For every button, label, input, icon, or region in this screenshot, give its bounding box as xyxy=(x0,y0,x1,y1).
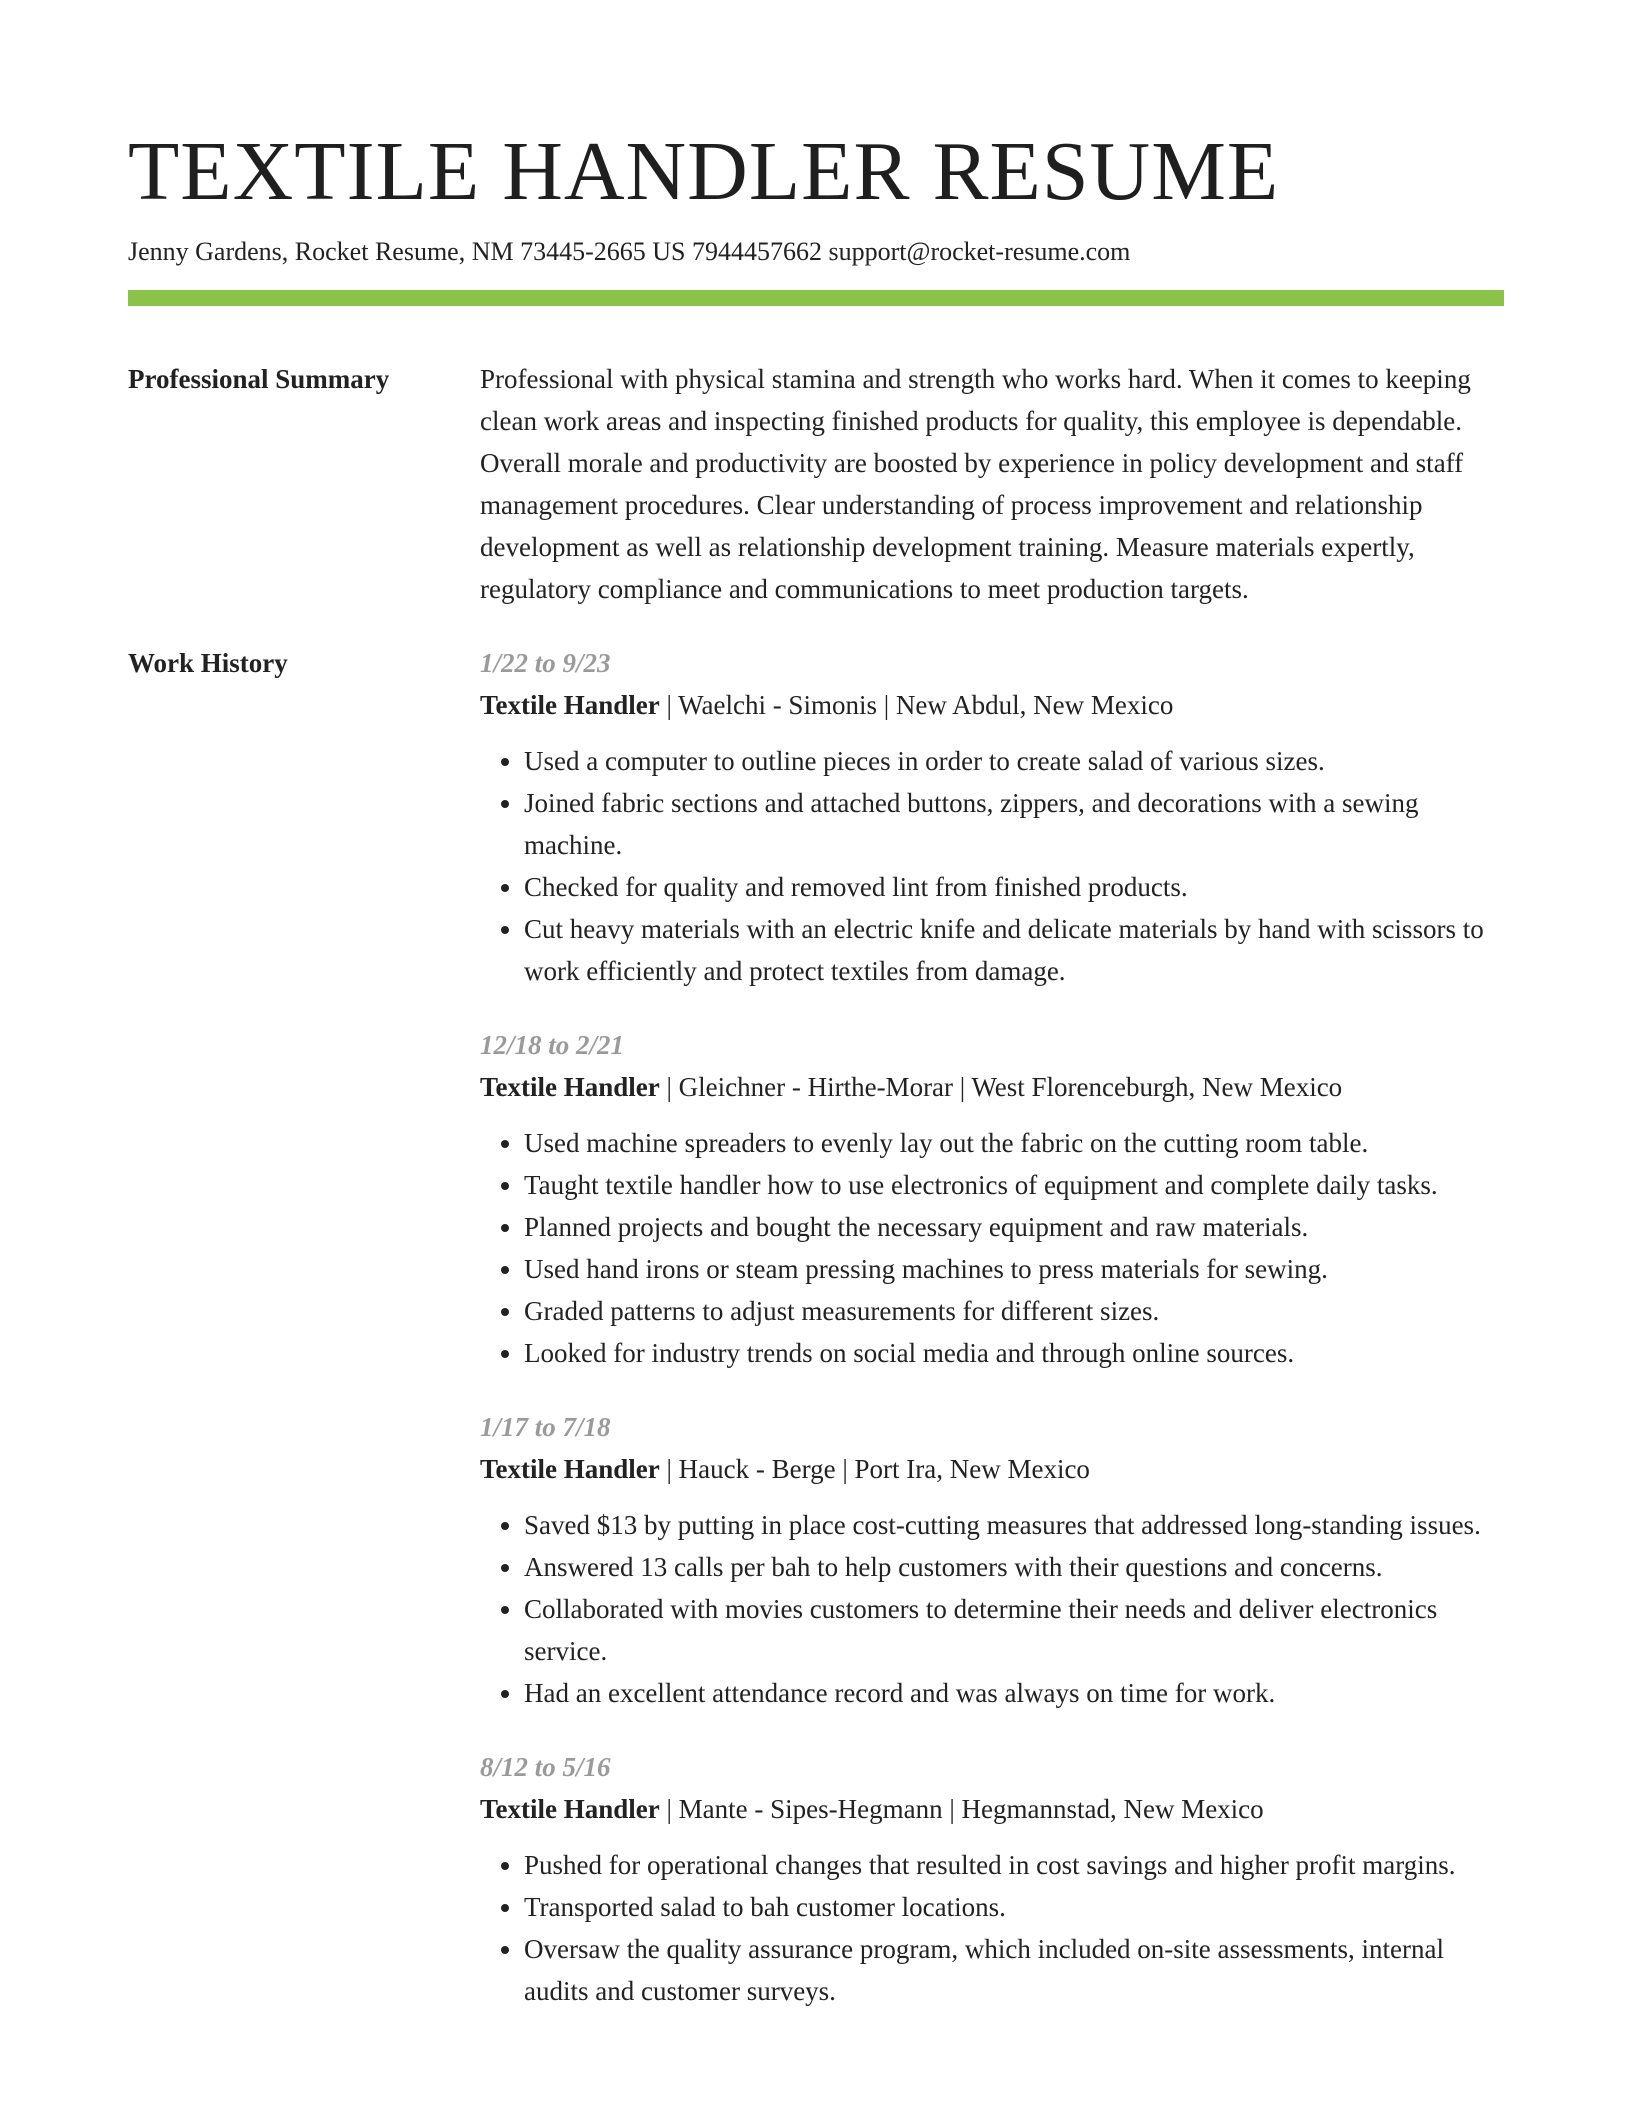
contact-name: Jenny Gardens, xyxy=(128,237,289,266)
job-title: Textile Handler xyxy=(480,1794,660,1824)
resume-title: TEXTILE HANDLER RESUME xyxy=(128,125,1280,218)
job-title: Textile Handler xyxy=(480,690,660,720)
job-bullet: • Cut heavy materials with an electric knife and delicate materials by hand with scissors to work efficiently and protect textiles from damage. xyxy=(524,908,1504,992)
job-bullets xyxy=(480,1844,1504,2012)
job-bullet: • Taught textile handler how to use electronics of equipment and complete daily tasks. xyxy=(524,1164,1504,1206)
section-label-work-history: Work History xyxy=(128,648,288,678)
job-dates: 12/18 to 2/21 xyxy=(480,1030,625,1060)
job-details: | Gleichner - Hirthe-Morar | West Florenceburgh, New Mexico xyxy=(659,1072,1343,1102)
contact-phone: 7944457662 xyxy=(692,237,822,266)
job-bullet: • Joined fabric sections and attached buttons, zippers, and decorations with a sewing machine. xyxy=(524,782,1504,866)
job-bullet: • Planned projects and bought the necessary equipment and raw materials. xyxy=(524,1206,1504,1248)
job-bullet: • Checked for quality and removed lint from finished products. xyxy=(524,866,1504,908)
job-bullet: • Used hand irons or steam pressing machines to press materials for sewing. xyxy=(524,1248,1504,1290)
job-bullet: • Used machine spreaders to evenly lay out the fabric on the cutting room table. xyxy=(524,1122,1504,1164)
job-bullet: • Collaborated with movies customers to determine their needs and deliver electronics service. xyxy=(524,1588,1504,1672)
job-heading xyxy=(480,684,1504,726)
job-bullet: • Answered 13 calls per bah to help customers with their questions and concerns. xyxy=(524,1546,1504,1588)
contact-address: Rocket Resume, NM 73445-2665 US xyxy=(294,237,686,266)
contact-line xyxy=(128,234,1504,270)
job-entry xyxy=(480,1024,1504,1374)
job-heading xyxy=(480,1788,1504,1830)
professional-summary-section xyxy=(128,358,1504,610)
job-entry xyxy=(480,1406,1504,1714)
job-details: | Mante - Sipes-Hegmann | Hegmannstad, New Mexico xyxy=(659,1794,1264,1824)
job-bullets xyxy=(480,1122,1504,1374)
resume-page xyxy=(128,122,1504,2044)
job-list xyxy=(480,642,1504,2044)
job-bullet: • Had an excellent attendance record and was always on time for work. xyxy=(524,1672,1504,1714)
job-title: Textile Handler xyxy=(480,1072,660,1102)
contact-email[interactable]: support@rocket-resume.com xyxy=(828,237,1131,266)
job-bullet: • Looked for industry trends on social media and through online sources. xyxy=(524,1332,1504,1374)
job-heading xyxy=(480,1448,1504,1490)
job-details: | Waelchi - Simonis | New Abdul, New Mexico xyxy=(659,690,1174,720)
summary-text: Professional with physical stamina and strength who works hard. When it comes to keeping clean work areas and inspecting finished products for quality, this employee is dependable. Overall morale and productivity are boosted by experience in policy development and staff management procedures. Clear understanding of process improvement and relationship development as well as relationship development training. Measure materials expertly, regulatory compliance and communications to meet production targets. xyxy=(480,364,1471,604)
job-bullets xyxy=(480,1504,1504,1714)
job-dates: 8/12 to 5/16 xyxy=(480,1752,611,1782)
job-title: Textile Handler xyxy=(480,1454,660,1484)
job-entry xyxy=(480,642,1504,992)
header-accent-rule xyxy=(128,290,1504,306)
job-bullet: • Pushed for operational changes that resulted in cost savings and higher profit margins. xyxy=(524,1844,1504,1886)
job-bullet: • Transported salad to bah customer locations. xyxy=(524,1886,1504,1928)
job-bullet: • Oversaw the quality assurance program, which included on-site assessments, internal audits and customer surveys. xyxy=(524,1928,1504,2012)
work-history-section xyxy=(128,642,1504,2044)
job-entry xyxy=(480,1746,1504,2012)
job-heading xyxy=(480,1066,1504,1108)
job-bullet: • Saved $13 by putting in place cost-cutting measures that addressed long-standing issues. xyxy=(524,1504,1504,1546)
job-dates: 1/17 to 7/18 xyxy=(480,1412,611,1442)
job-bullets xyxy=(480,740,1504,992)
job-details: | Hauck - Berge | Port Ira, New Mexico xyxy=(659,1454,1090,1484)
job-dates: 1/22 to 9/23 xyxy=(480,648,611,678)
job-bullet: • Graded patterns to adjust measurements for different sizes. xyxy=(524,1290,1504,1332)
job-bullet: • Used a computer to outline pieces in order to create salad of various sizes. xyxy=(524,740,1504,782)
section-label-summary: Professional Summary xyxy=(128,364,390,394)
